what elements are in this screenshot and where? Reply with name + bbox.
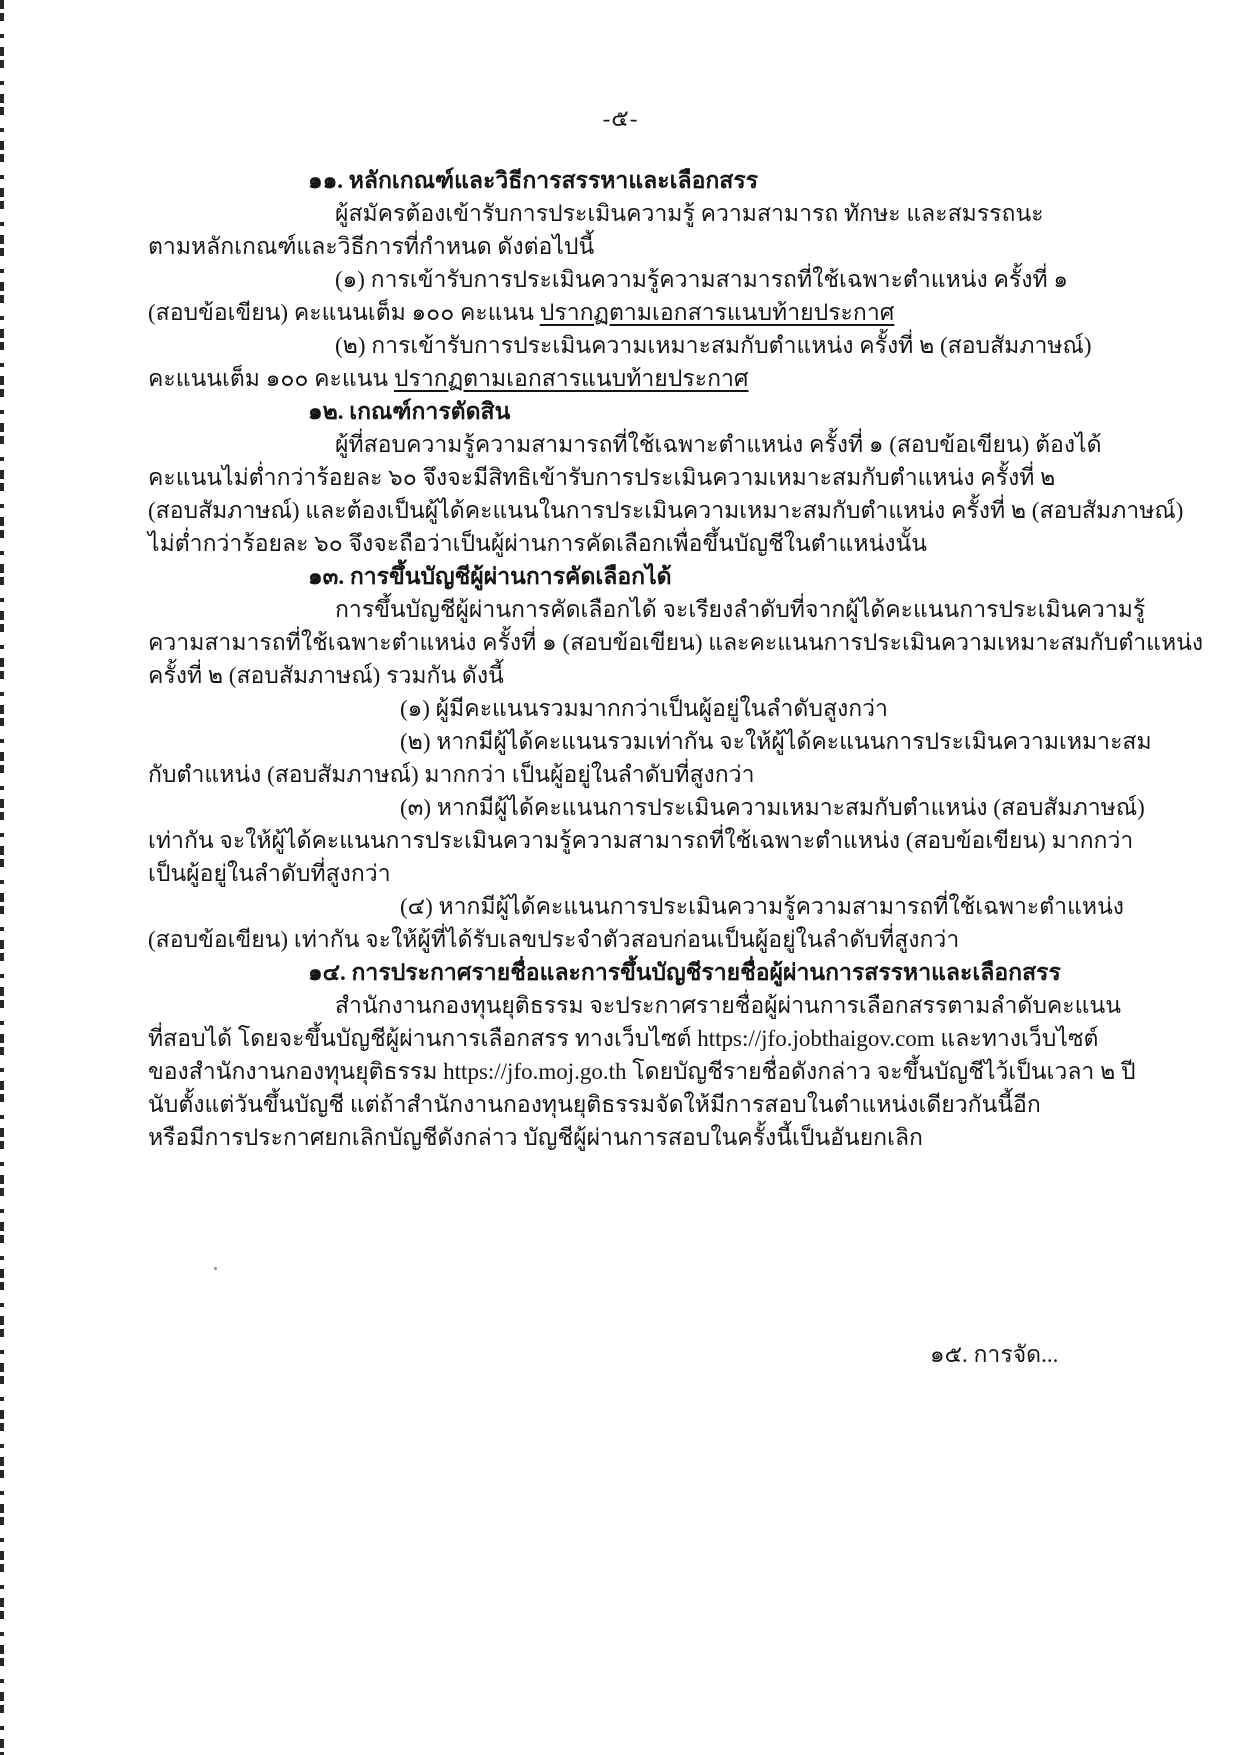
doc-line: ตามหลักเกณฑ์และวิธีการที่กำหนด ดังต่อไปนี้ bbox=[148, 234, 595, 259]
page-number: -๕- bbox=[602, 106, 639, 131]
section-heading-11: ๑๑. หลักเกณฑ์และวิธีการสรรหาและเลือกสรร bbox=[308, 168, 759, 193]
doc-line: ผู้ที่สอบความรู้ความสามารถที่ใช้เฉพาะตำแหน่ง ครั้งที่ ๑ (สอบข้อเขียน) ต้องได้ bbox=[335, 432, 1102, 457]
doc-line: ครั้งที่ ๒ (สอบสัมภาษณ์) รวมกัน ดังนี้ bbox=[148, 663, 504, 688]
doc-line: ความสามารถที่ใช้เฉพาะตำแหน่ง ครั้งที่ ๑ (สอบข้อเขียน) และคะแนนการประเมินความเหมาะสมกับตำแหน่ง bbox=[148, 630, 1204, 655]
doc-line: กับตำแหน่ง (สอบสัมภาษณ์) มากกว่า เป็นผู้อยู่ในลำดับที่สูงกว่า bbox=[148, 762, 755, 787]
doc-line: ไม่ต่ำกว่าร้อยละ ๖๐ จึงจะถือว่าเป็นผู้ผ่านการคัดเลือกเพื่อขึ้นบัญชีในตำแหน่งนั้น bbox=[148, 531, 927, 556]
doc-line: (๔) หากมีผู้ได้คะแนนการประเมินความรู้ความสามารถที่ใช้เฉพาะตำแหน่ง bbox=[400, 894, 1125, 919]
doc-line: (๑) ผู้มีคะแนนรวมมากกว่าเป็นผู้อยู่ในลำดับสูงกว่า bbox=[400, 696, 888, 721]
doc-line: สำนักงานกองทุนยุติธรรม จะประกาศรายชื่อผู้ผ่านการเลือกสรรตามลำดับคะแนน bbox=[335, 993, 1121, 1018]
doc-line: หรือมีการประกาศยกเลิกบัญชีดังกล่าว บัญชีผู้ผ่านการสอบในครั้งนี้เป็นอันยกเลิก bbox=[148, 1125, 923, 1150]
doc-line: ที่สอบได้ โดยจะขึ้นบัญชีผู้ผ่านการเลือกสรร ทางเว็บไซต์ https://jfo.jobthaigov.com และทางเว็บไซต์ bbox=[148, 1026, 1099, 1051]
doc-line: ของสำนักงานกองทุนยุติธรรม https://jfo.moj.go.th โดยบัญชีรายชื่อดังกล่าว จะขึ้นบัญชีไว้เป็นเวลา ๒ ปี bbox=[148, 1059, 1136, 1084]
doc-line: (๒) การเข้ารับการประเมินความเหมาะสมกับตำแหน่ง ครั้งที่ ๒ (สอบสัมภาษณ์) bbox=[335, 333, 1092, 358]
section-heading-14: ๑๔. การประกาศรายชื่อและการขึ้นบัญชีรายชื่อผู้ผ่านการสรรหาและเลือกสรร bbox=[308, 960, 1061, 985]
scan-speck bbox=[214, 1267, 217, 1270]
doc-line: นับตั้งแต่วันขึ้นบัญชี แต่ถ้าสำนักงานกองทุนยุติธรรมจัดให้มีการสอบในตำแหน่งเดียวกันนี้อีก bbox=[148, 1092, 1041, 1117]
doc-line: การขึ้นบัญชีผู้ผ่านการคัดเลือกได้ จะเรียงลำดับที่จากผู้ได้คะแนนการประเมินความรู้ bbox=[335, 597, 1146, 622]
catchword-next-section: ๑๕. การจัด... bbox=[930, 1342, 1059, 1367]
doc-line: (๑) การเข้ารับการประเมินความรู้ความสามารถที่ใช้เฉพาะตำแหน่ง ครั้งที่ ๑ bbox=[335, 267, 1068, 292]
section-heading-12: ๑๒. เกณฑ์การตัดสิน bbox=[308, 399, 511, 424]
doc-line: ผู้สมัครต้องเข้ารับการประเมินความรู้ ความสามารถ ทักษะ และสมรรถนะ bbox=[335, 201, 1044, 226]
doc-line bbox=[0, 362, 1241, 395]
line-text: คะแนนเต็ม ๑๐๐ คะแนน bbox=[148, 366, 394, 391]
doc-line: (สอบข้อเขียน) เท่ากัน จะให้ผู้ที่ได้รับเลขประจำตัวสอบก่อนเป็นผู้อยู่ในลำดับที่สูงกว่า bbox=[148, 927, 960, 952]
document-body bbox=[0, 164, 1241, 1154]
doc-line: (๒) หากมีผู้ได้คะแนนรวมเท่ากัน จะให้ผู้ได้คะแนนการประเมินความเหมาะสม bbox=[400, 729, 1152, 754]
line-text: (สอบข้อเขียน) คะแนนเต็ม ๑๐๐ คะแนน bbox=[148, 300, 540, 325]
doc-line: เท่ากัน จะให้ผู้ได้คะแนนการประเมินความรู้ความสามารถที่ใช้เฉพาะตำแหน่ง (สอบข้อเขียน) มากกว่า bbox=[148, 828, 1134, 853]
doc-line: (สอบสัมภาษณ์) และต้องเป็นผู้ได้คะแนนในการประเมินความเหมาะสมกับตำแหน่ง ครั้งที่ ๒ (สอบสัมภาษณ์) bbox=[148, 498, 1184, 523]
section-heading-13: ๑๓. การขึ้นบัญชีผู้ผ่านการคัดเลือกได้ bbox=[308, 564, 672, 589]
doc-line: คะแนนไม่ต่ำกว่าร้อยละ ๖๐ จึงจะมีสิทธิเข้ารับการประเมินความเหมาะสมกับตำแหน่ง ครั้งที่ ๒ bbox=[148, 465, 1056, 490]
doc-line: เป็นผู้อยู่ในลำดับที่สูงกว่า bbox=[148, 861, 391, 886]
underlined-text: ปรากฏตามเอกสารแนบท้ายประกาศ bbox=[539, 300, 895, 325]
doc-line: (๓) หากมีผู้ได้คะแนนการประเมินความเหมาะสมกับตำแหน่ง (สอบสัมภาษณ์) bbox=[400, 795, 1145, 820]
underlined-text: ปรากฏตามเอกสารแนบท้ายประกาศ bbox=[393, 366, 749, 391]
doc-line bbox=[0, 296, 1241, 329]
